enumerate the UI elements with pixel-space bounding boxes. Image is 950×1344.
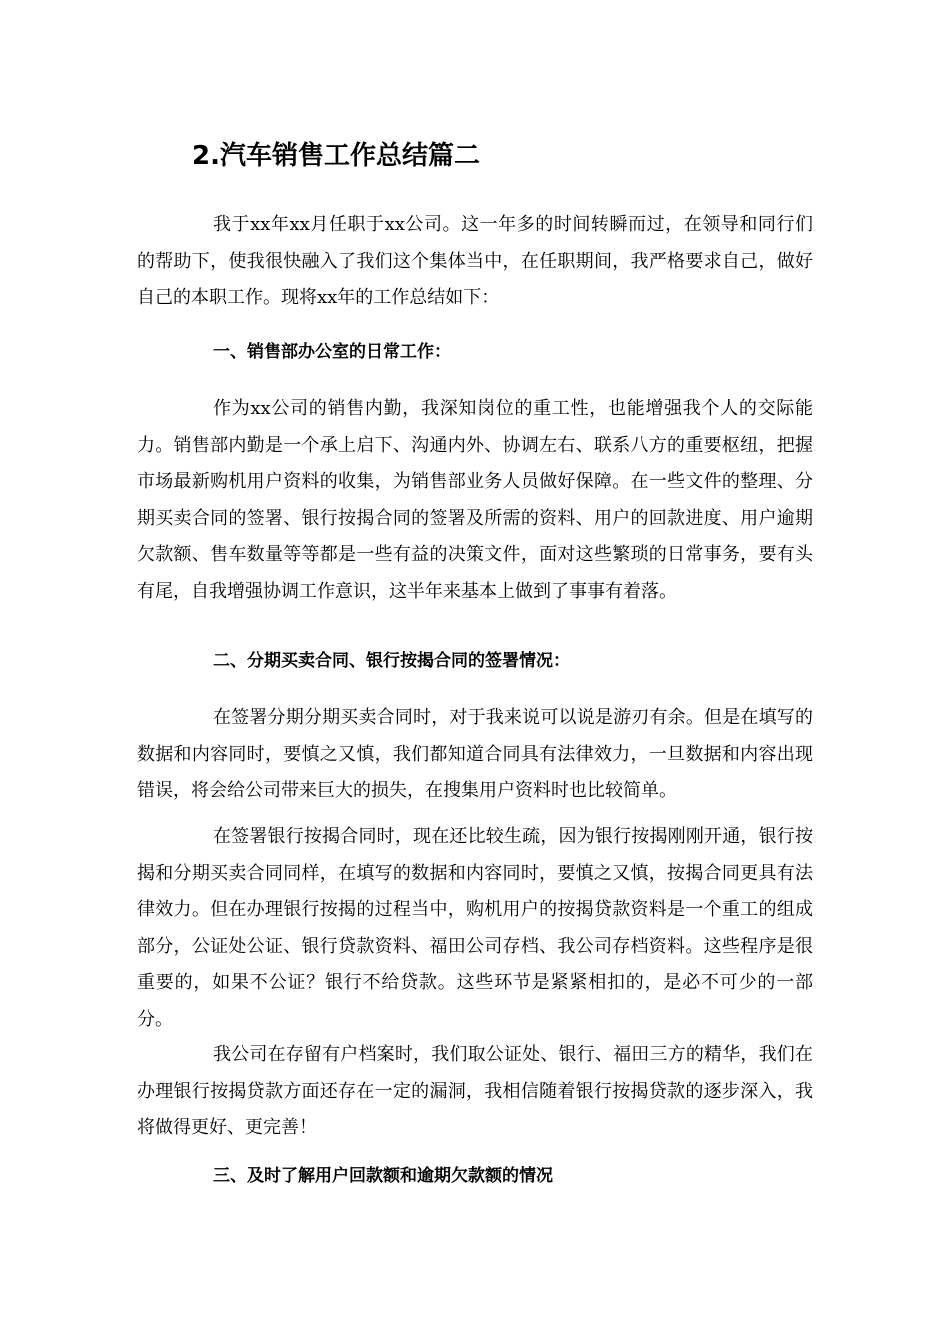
section-1-paragraph-1: 作为xx公司的销售内勤，我深知岗位的重工性，也能增强我个人的交际能力。销售部内勤是一个承上启下、沟通内外、协调左右、联系八方的重要枢纽，把握市场最新购机用户资料的收集，为销售部业务人员做好保障。在一些文件的整理、分期买卖合同的签署、银行按揭合同的签署及所需的资料、用户的回款进度、用户逾期欠款额、售车数量等等都是一些有益的决策文件，面对这些繁琐的日常事务，要有头有尾，自我增强协调工作意识，这半年来基本上做到了事事有着落。: [137, 398, 813, 602]
section-2-paragraph-2: 在签署银行按揭合同时，现在还比较生疏，因为银行按揭刚刚开通，银行按揭和分期买卖合同同样，在填写的数据和内容同时，要慎之又慎，按揭合同更具有法律效力。但在办理银行按揭的过程当中，购机用户的按揭贷款资料是一个重工的组成部分，公证处公证、银行贷款资料、福田公司存档、我公司存档资料。这些程序是很重要的，如果不公证？银行不给贷款。这些环节是紧紧相扣的，是必不可少的一部分。: [137, 826, 813, 1030]
intro-paragraph: 我于xx年xx月任职于xx公司。这一年多的时间转瞬而过，在领导和同行们的帮助下，使我很快融入了我们这个集体当中，在任职期间，我严格要求自己，做好自己的本职工作。现将xx年的工作总结如下：: [137, 214, 813, 309]
section-heading-1: 一、销售部办公室的日常工作：: [213, 342, 451, 362]
section-heading-3: 三、及时了解用户回款额和逾期欠款额的情况: [213, 1166, 553, 1186]
section-2-paragraph-3: 我公司在存留有户档案时，我们取公证处、银行、福田三方的精华，我们在办理银行按揭贷款方面还存在一定的漏洞，我相信随着银行按揭贷款的逐步深入，我将做得更好、更完善！: [137, 1044, 813, 1139]
section-2-paragraph-1: 在签署分期分期买卖合同时，对于我来说可以说是游刃有余。但是在填写的数据和内容同时，要慎之又慎，我们都知道合同具有法律效力，一旦数据和内容出现错误，将会给公司带来巨大的损失，在搜集用户资料时也比较简单。: [137, 707, 813, 802]
document-title: 2.汽车销售工作总结篇二: [192, 141, 480, 171]
section-heading-2: 二、分期买卖合同、银行按揭合同的签署情况：: [213, 651, 570, 671]
